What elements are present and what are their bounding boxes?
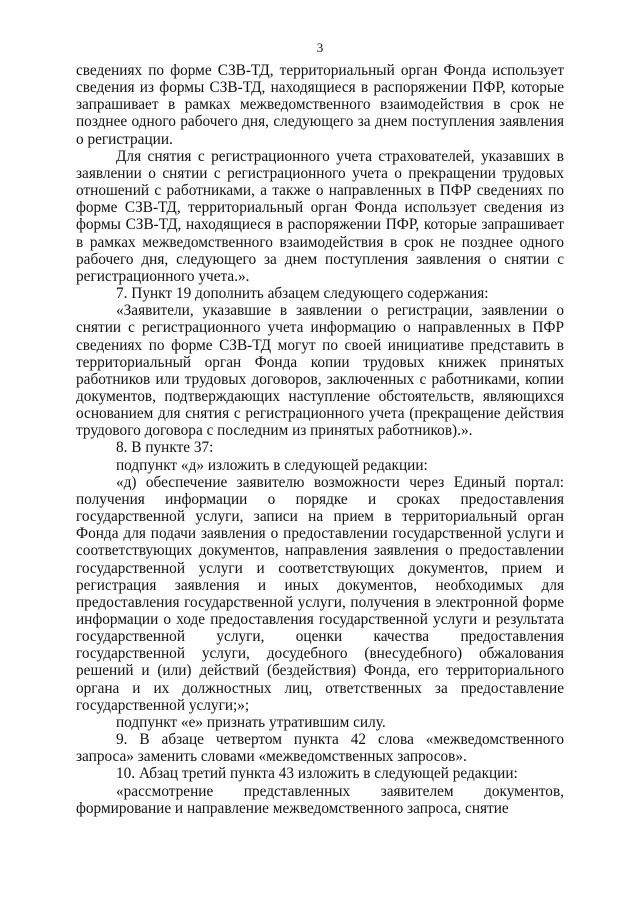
- paragraph-deregistration: Для снятия с регистрационного учета страхователей, указавших в заявлении о снятии с регистрационного учета о прекращении трудовых отношений с работниками, а также о направленных в ПФР сведениях по форме СЗВ-ТД, территориальный орган Фонда использует сведения из формы СЗВ-ТД, находящиеся в распоряжении ПФР, которые запрашивает в рамках межведомственного взаимодействия в срок не позднее одного рабочего дня, следующего за днем поступления заявления о снятии с регистрационного учета.».: [76, 147, 564, 285]
- page-number: 3: [316, 40, 324, 55]
- paragraph-item-10: 10. Абзац третий пункта 43 изложить в следующей редакции:: [116, 765, 518, 783]
- paragraph-continuation-szv-td: сведениях по форме СЗВ-ТД, территориальный орган Фонда использует сведения из формы СЗВ-ТД, находящиеся в распоряжении ПФР, которые запрашивает в рамках межведомственного взаимодействия в срок не позднее одного рабочего дня, следующего за днем поступления заявления о регистрации.: [76, 62, 564, 148]
- document-body: [76, 62, 564, 817]
- paragraph-subitem-e: подпункт «е» признать утратившим силу.: [116, 713, 386, 731]
- paragraph-subitem-d-intro: подпункт «д» изложить в следующей редакции:: [116, 456, 428, 474]
- paragraph-subitem-d-text: «д) обеспечение заявителю возможности через Единый портал: получения информации о порядке и сроках предоставления государственной услуги, записи на прием в территориальный орган Фонда для подачи заявления о предоставлении государственной услуги и соответствующих документов, направления заявления о предоставлении государственной услуги и соответствующих документов, прием и регистрация заявления и иных документов, необходимых для предоставления государственной услуги, получения в электронной форме информации о ходе предоставления государственной услуги и результата государственной услуги, оценки качества предоставления государственной услуги, досудебного (внесудебного) обжалования решений и (или) действий (бездействия) Фонда, его территориального органа и их должностных лиц, ответственных за предоставление государственной услуги;»;: [76, 473, 564, 714]
- paragraph-review-text: «рассмотрение представленных заявителем документов, формирование и направление межведомственного запроса, снятие: [76, 782, 564, 817]
- paragraph-item-9: 9. В абзаце четвертом пункта 42 слова «межведомственного запроса» заменить словами «межведомственных запросов».: [76, 731, 564, 766]
- paragraph-item-8: 8. В пункте 37:: [116, 439, 214, 457]
- paragraph-applicants: «Заявители, указавшие в заявлении о регистрации, заявлении о снятии с регистрационного учета информацию о направленных в ПФР сведениях по форме СЗВ-ТД могут по своей инициативе представить в территориальный орган Фонда копии трудовых книжек принятых работников или трудовых договоров, заключенных с работниками, копии документов, подтверждающих наступление обстоятельств, являющихся основанием для снятия с регистрационного учета (прекращение действия трудового договора с последним из принятых работников).».: [76, 302, 564, 440]
- paragraph-item-7: 7. Пункт 19 дополнить абзацем следующего содержания:: [116, 285, 489, 303]
